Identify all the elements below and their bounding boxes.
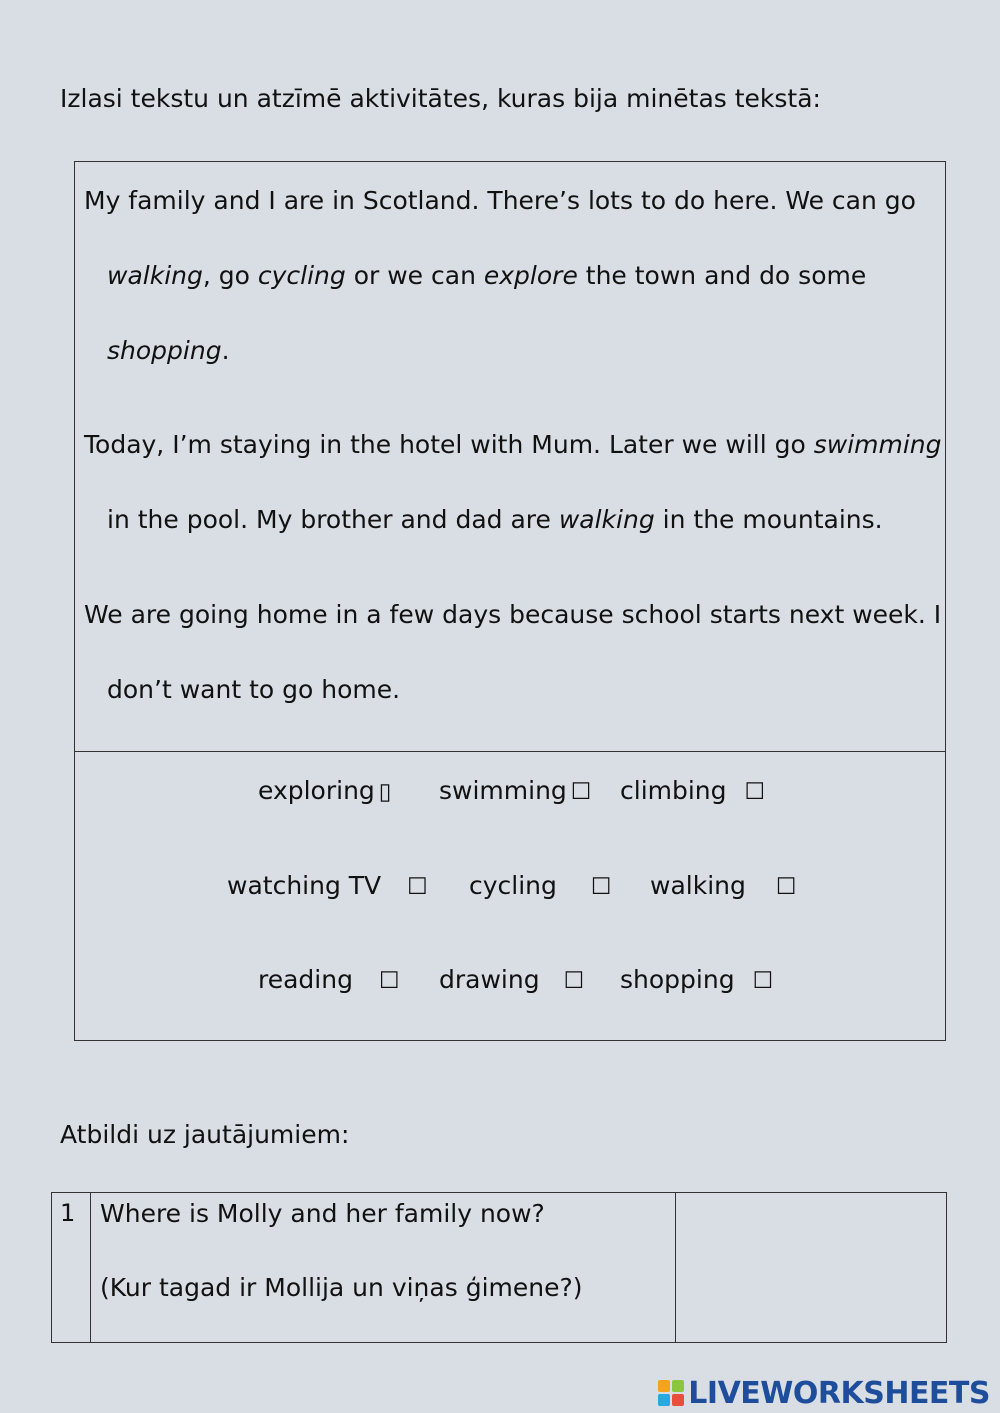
option-shopping: shopping ☐ [620,965,774,994]
text-line: in the pool. My brother and dad are walking in the mountains. [107,505,883,534]
liveworksheets-logo-icon [658,1380,684,1406]
checkbox-drawing[interactable]: ☐ [563,968,585,994]
answer-field[interactable] [677,1193,946,1342]
checkbox-walking[interactable]: ☐ [775,874,797,900]
option-exploring: exploring ▯ [258,776,392,805]
option-walking: walking ☐ [650,871,797,900]
instruction-answer-questions: Atbildi uz jautājumiem: [60,1120,350,1149]
option-climbing: climbing ☐ [620,776,766,805]
question-text-english: Where is Molly and her family now? [100,1199,545,1228]
checkbox-watching-tv[interactable]: ☐ [407,874,428,900]
checkbox-exploring[interactable]: ▯ [378,779,392,805]
option-reading: reading ☐ [258,965,400,994]
question-text-latvian: (Kur tagad ir Mollija un viņas ģimene?) [100,1273,583,1302]
option-cycling: cycling ☐ [469,871,612,900]
text-line: walking, go cycling or we can explore the town and do some [107,261,867,290]
checkbox-climbing[interactable]: ☐ [744,779,766,805]
column-divider [675,1193,676,1342]
text-line: My family and I are in Scotland. There’s lots to do here. We can go [84,186,916,215]
liveworksheets-logo [658,1376,990,1410]
option-watching-tv: watching TV ☐ [227,871,428,900]
option-swimming: swimming ☐ [439,776,592,805]
checkbox-cycling[interactable]: ☐ [590,874,612,900]
divider [75,751,945,752]
reading-text-box [74,161,946,1041]
question-table [51,1192,947,1343]
checkbox-swimming[interactable]: ☐ [570,779,592,805]
text-line: shopping. [107,336,230,365]
question-number: 1 [60,1199,76,1227]
column-divider [90,1193,91,1342]
text-line: Today, I’m staying in the hotel with Mum. Later we will go swimming [84,430,942,459]
text-line: We are going home in a few days because school starts next week. I [84,600,942,629]
instruction-read-and-check: Izlasi tekstu un atzīmē aktivitātes, kuras bija minētas tekstā: [60,84,821,113]
brand-name: LIVEWORKSHEETS [688,1375,990,1411]
text-line: don’t want to go home. [107,675,401,704]
option-drawing: drawing ☐ [439,965,585,994]
checkbox-shopping[interactable]: ☐ [752,968,774,994]
checkbox-reading[interactable]: ☐ [378,968,400,994]
